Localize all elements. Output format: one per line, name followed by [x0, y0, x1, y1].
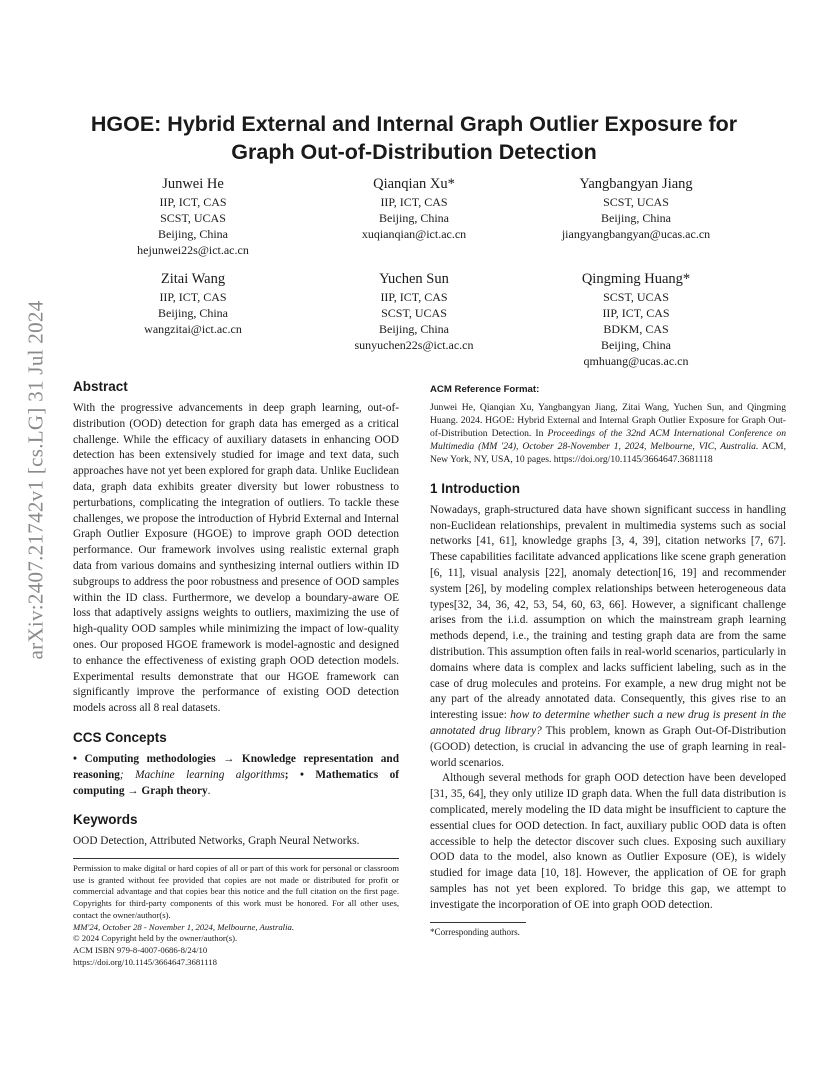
- author-location: Beijing, China: [379, 322, 449, 336]
- author-name: Junwei He: [162, 176, 224, 192]
- title-line-2: Graph Out-of-Distribution Detection: [231, 140, 597, 164]
- ccs-heading: CCS Concepts: [73, 729, 167, 745]
- author-email[interactable]: qmhuang@ucas.ac.cn: [583, 354, 689, 368]
- author-location: Beijing, China: [158, 227, 228, 241]
- title-line-1: HGOE: Hybrid External and Internal Graph Outlier Exposure for: [90, 112, 738, 136]
- author-affiliation: SCST, UCAS: [603, 290, 669, 304]
- paper-title: [60, 110, 768, 166]
- author-affiliation: BDKM, CAS: [603, 322, 669, 336]
- intro-p1-question: how to determine whether such a new drug is present in the annotated drug library?: [430, 709, 786, 737]
- author-block: [78, 270, 308, 337]
- footnote: *Corresponding authors.: [430, 926, 520, 937]
- acm-reference-text: [430, 401, 786, 466]
- author-block: [299, 270, 529, 353]
- author-location: Beijing, China: [601, 211, 671, 225]
- author-name: Yangbangyan Jiang: [579, 176, 693, 192]
- abstract-heading: Abstract: [73, 379, 128, 394]
- author-affiliation: IIP, ICT, CAS: [159, 195, 227, 209]
- permission-text: Permission to make digital or hard copies of all or part of this work for personal or classroom use is granted without fee provided that copies are not made or distributed for profit or commercial advantage and that copies bear this notice and the full citation on the first page. Copyrights for third-party components of this work must be honored. For all other uses, contact the owner/author(s).: [73, 863, 399, 920]
- intro-paragraph-2: Although several methods for graph OOD detection have been developed [31, 35, 64], they only utilize ID graph data. When the full data distribution is complicated, merely modeling the ID data might be insufficient to capture the essential clues for OOD detection. In fact, auxiliary public OOD data is often accessible to help the detector discover such clues. Exposing such auxiliary OOD data to the model, also known as Outlier Exposure (OE), is widely studied for image data [10, 18]. However, the application of OE for graph samples has not yet been explored. To bridge this gap, we attempt to investigate the incorporation of OE into graph OOD detection.: [430, 772, 786, 911]
- author-location: Beijing, China: [158, 306, 228, 320]
- author-block: [299, 175, 529, 242]
- ccs-text: [73, 752, 399, 799]
- author-affiliation: SCST, UCAS: [381, 306, 447, 320]
- venue-line: [73, 922, 399, 934]
- doi-link[interactable]: https://doi.org/10.1145/3664647.3681118: [73, 956, 217, 967]
- ccs-concept-2: ; • Mathematics of computing → Graph theory: [73, 768, 399, 797]
- acm-reference-heading: ACM Reference Format:: [430, 384, 540, 395]
- author-affiliation: SCST, UCAS: [603, 195, 669, 209]
- intro-p1-end: This problem, known as Graph Out-Of-Distribution (GOOD) detection, is crucial in advancing the use of graph learning in real-world scenarios.: [430, 724, 786, 769]
- author-name: Zitai Wang: [160, 271, 226, 287]
- intro-p1-text: Nowadays, graph-structured data have shown significant success in handling non-Euclidean relationships, prevalent in multimedia systems such as social networks [41, 61], knowledge graphs [3, 4, 39], citation networks [7, 67]. These capabilities facilitate advanced applications like scene graph generation [6, 11], visual analysis [22], anomaly detection[16, 19] and recommender system [26], by modeling complex relationships between heterogeneous data types[32, 34, 36, 42, 53, 54, 60, 63, 66]. However, a significant challenge arises from the i.i.d. assumption on which the mainstream graph learning methods depend, i.e., the training and testing graph data are from the same distribution. This assumption often fails in real-world scenarios, particularly in domains where data is complex and lacks sufficient labeling, such as in the case of drug molecules and proteins. For example, a new drug might not be any part of the already annotated data. Consequently, this gives rise to an interesting issue:: [430, 503, 786, 722]
- introduction-heading: 1 Introduction: [430, 480, 520, 496]
- footnote-rule: [430, 922, 526, 923]
- author-email[interactable]: hejunwei22s@ict.ac.cn: [137, 243, 249, 257]
- ccs-concept-1-sub: ; Machine learning algorithms: [119, 768, 285, 781]
- author-location: Beijing, China: [601, 338, 671, 352]
- ccs-end: .: [207, 784, 211, 797]
- author-affiliation: IIP, ICT, CAS: [380, 195, 448, 209]
- author-affiliation: SCST, UCAS: [160, 211, 226, 225]
- acm-reference-publisher[interactable]: ACM, New York, NY, USA, 10 pages. https://doi.org/10.1145/3664647.3681118: [430, 440, 786, 465]
- abstract-text: With the progressive advancements in deep graph learning, out-of-distribution (OOD) detection for graph data has emerged as a critical challenge. While the efficacy of auxiliary datasets in enhancing OOD detection has been extensively studied for image and text data, such approaches have not yet been explored for graph data. Unlike Euclidean data, graph data exhibits greater diversity but lower robustness to perturbations, complicating the integration of outliers. To tackle these challenges, we propose the introduction of Hybrid External and Internal Graph Outlier Exposure (HGOE) to improve graph OOD detection performance. Our framework involves using realistic external graph data from various domains and synthesizing internal outliers within ID subgroups to address the poor robustness and presence of OOD samples within the ID class. Furthermore, we develop a boundary-aware OE loss that adaptively assigns weights to outliers, maximizing the use of high-quality OOD samples while minimizing the impact of low-quality ones. Our proposed HGOE framework is model-agnostic and designed to enhance the effectiveness of existing graph OOD detection models. Experimental results demonstrate that our HGOE framework can significantly improve the performance of existing OOD detection models across all 8 real datasets.: [73, 402, 399, 715]
- author-email[interactable]: jiangyangbangyan@ucas.ac.cn: [561, 227, 711, 241]
- author-email[interactable]: xuqianqian@ict.ac.cn: [361, 227, 467, 241]
- author-affiliation: IIP, ICT, CAS: [380, 290, 448, 304]
- author-affiliation: IIP, ICT, CAS: [159, 290, 227, 304]
- author-email[interactable]: wangzitai@ict.ac.cn: [144, 322, 242, 336]
- ccs-concept-1: • Computing methodologies → Knowledge representation and reasoning: [73, 752, 399, 781]
- arxiv-id[interactable]: arXiv:2407.21742v1 [cs.LG] 31 Jul 2024: [23, 300, 48, 660]
- divider: [73, 858, 399, 859]
- author-name: Qingming Huang*: [581, 271, 691, 287]
- author-location: Beijing, China: [379, 211, 449, 225]
- acm-reference-authors: Junwei He, Qianqian Xu, Yangbangyan Jiang, Zitai Wang, Yuchen Sun, and Qingming Huang. 2024. HGOE: Hybrid External and Internal Graph Outlier Exposure for Graph Out-of-Distribution Detection. In: [430, 401, 786, 439]
- keywords-text: OOD Detection, Attributed Networks, Graph Neural Networks.: [73, 835, 360, 848]
- intro-paragraph-1: [430, 503, 786, 772]
- author-name: Qianqian Xu*: [373, 176, 455, 192]
- keywords-heading: Keywords: [73, 812, 138, 828]
- author-block: [78, 175, 308, 258]
- author-block: [521, 175, 751, 242]
- left-column: [73, 378, 399, 850]
- author-block: [521, 270, 751, 369]
- author-name: Yuchen Sun: [379, 271, 449, 287]
- author-affiliation: IIP, ICT, CAS: [602, 306, 670, 320]
- venue-text: MM'24, October 28 - November 1, 2024, Melbourne, Australia.: [73, 921, 295, 932]
- isbn-line: ACM ISBN 979-8-4007-0686-8/24/10: [73, 944, 208, 955]
- right-column: [430, 382, 786, 938]
- acm-reference-proceedings: Proceedings of the 32nd ACM International Conference on Multimedia (MM '24), October 28-November 1, 2024, Melbourne, VIC, Australia.: [430, 427, 786, 452]
- copyright-line: © 2024 Copyright held by the owner/author(s).: [73, 933, 238, 944]
- permission-block: [73, 858, 399, 968]
- author-email[interactable]: sunyuchen22s@ict.ac.cn: [354, 338, 474, 352]
